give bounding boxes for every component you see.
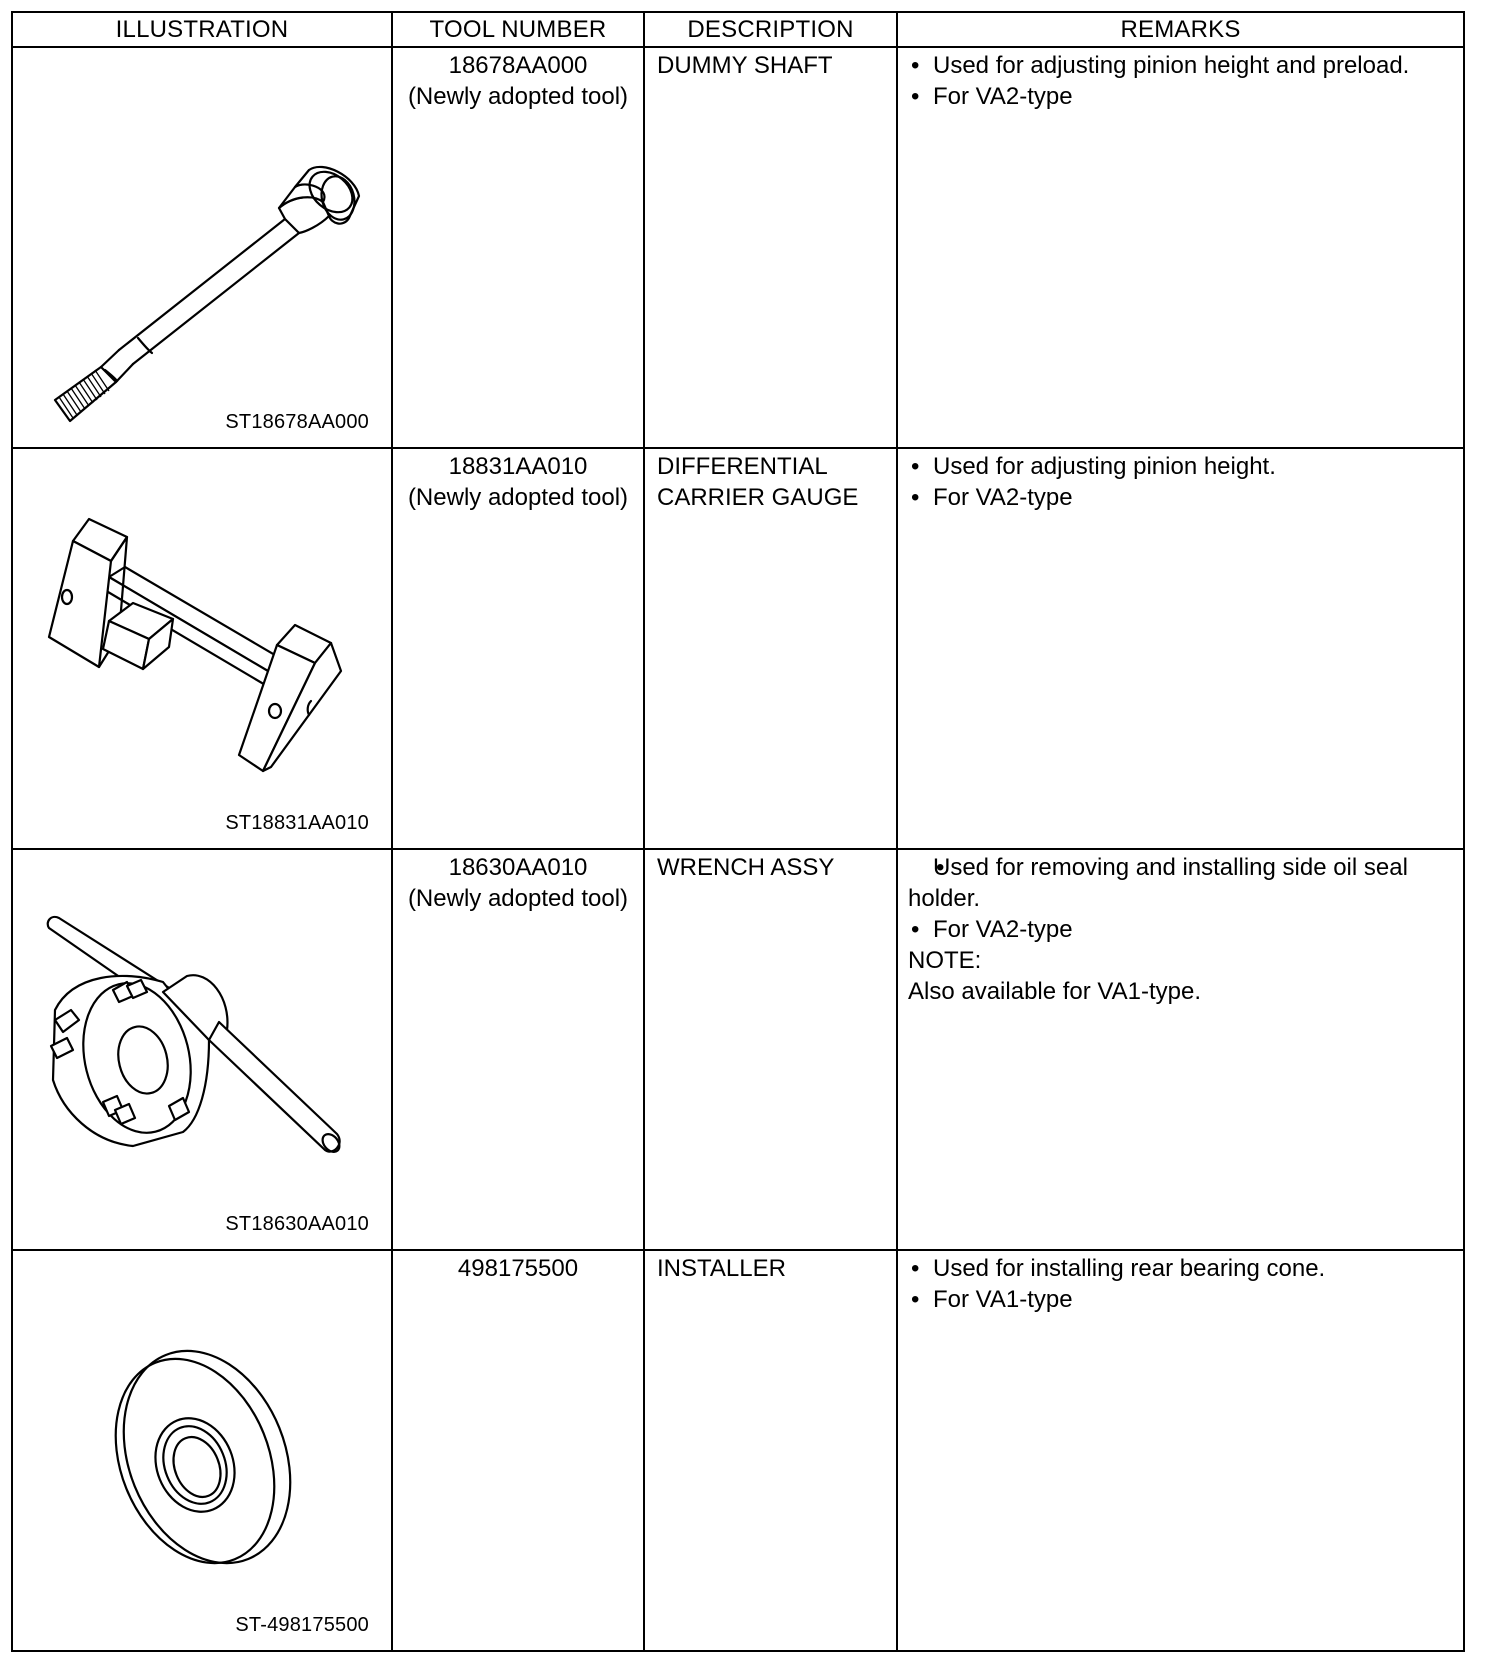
header-illustration: ILLUSTRATION: [12, 12, 392, 47]
header-remarks: REMARKS: [897, 12, 1464, 47]
tool-note: (Newly adopted tool): [407, 83, 629, 110]
installer-icon: [13, 1251, 391, 1650]
table-row: [12, 47, 1464, 448]
remark-note-text: Also available for VA1-type.: [908, 978, 1202, 1005]
table-row: [12, 849, 1464, 1250]
header-description: DESCRIPTION: [644, 12, 897, 47]
illustration-cell: [12, 448, 392, 849]
description-line: CARRIER GAUGE: [657, 484, 859, 511]
illustration-code: ST-498175500: [235, 1614, 369, 1636]
remark-item: • For VA2-type: [908, 81, 1455, 112]
description-cell: [644, 448, 897, 849]
remark-item: • Used for adjusting pinion height and preload.: [908, 50, 1455, 81]
remarks-cell: [897, 448, 1464, 849]
tool-note: (Newly adopted tool): [407, 484, 629, 511]
remark-item: • Used for removing and installing side oil seal holder.: [908, 852, 1455, 914]
tool-number: 18831AA010: [448, 453, 588, 480]
description-cell: [644, 47, 897, 448]
special-tools-table: [11, 11, 1465, 1652]
remarks-cell: [897, 47, 1464, 448]
tool-number-cell: [392, 47, 644, 448]
description-line: DUMMY SHAFT: [657, 52, 833, 79]
remark-note-label: NOTE:: [908, 947, 982, 974]
illustration-cell: [12, 1250, 392, 1651]
tool-number-cell: [392, 448, 644, 849]
table-row: [12, 1250, 1464, 1651]
tool-number: 18678AA000: [448, 52, 588, 79]
tool-note: (Newly adopted tool): [407, 885, 629, 912]
description-cell: [644, 1250, 897, 1651]
tool-number-cell: [392, 1250, 644, 1651]
remarks-cell: [897, 849, 1464, 1250]
remark-item: • Used for adjusting pinion height.: [908, 451, 1455, 482]
remarks-cell: [897, 1250, 1464, 1651]
remark-item: • For VA1-type: [908, 1284, 1455, 1315]
description-cell: [644, 849, 897, 1250]
header-row: [12, 12, 1464, 47]
illustration-cell: [12, 47, 392, 448]
remark-item: • For VA2-type: [908, 482, 1455, 513]
header-tool-number: TOOL NUMBER: [392, 12, 644, 47]
illustration-code: ST18831AA010: [225, 812, 369, 834]
description-line: DIFFERENTIAL: [657, 453, 828, 480]
remark-item: • Used for installing rear bearing cone.: [908, 1253, 1455, 1284]
tool-number-cell: [392, 849, 644, 1250]
tool-number: 498175500: [457, 1255, 579, 1282]
table-row: [12, 448, 1464, 849]
illustration-code: ST18630AA010: [225, 1213, 369, 1235]
illustration-code: ST18678AA000: [225, 411, 369, 433]
description-line: WRENCH ASSY: [657, 854, 835, 881]
tool-number: 18630AA010: [448, 854, 588, 881]
wrench-assy-icon: [13, 850, 391, 1249]
description-line: INSTALLER: [657, 1255, 786, 1282]
illustration-cell: [12, 849, 392, 1250]
remark-item: • For VA2-type: [908, 914, 1455, 945]
dummy-shaft-icon: [13, 48, 391, 447]
differential-carrier-gauge-icon: [13, 449, 391, 848]
